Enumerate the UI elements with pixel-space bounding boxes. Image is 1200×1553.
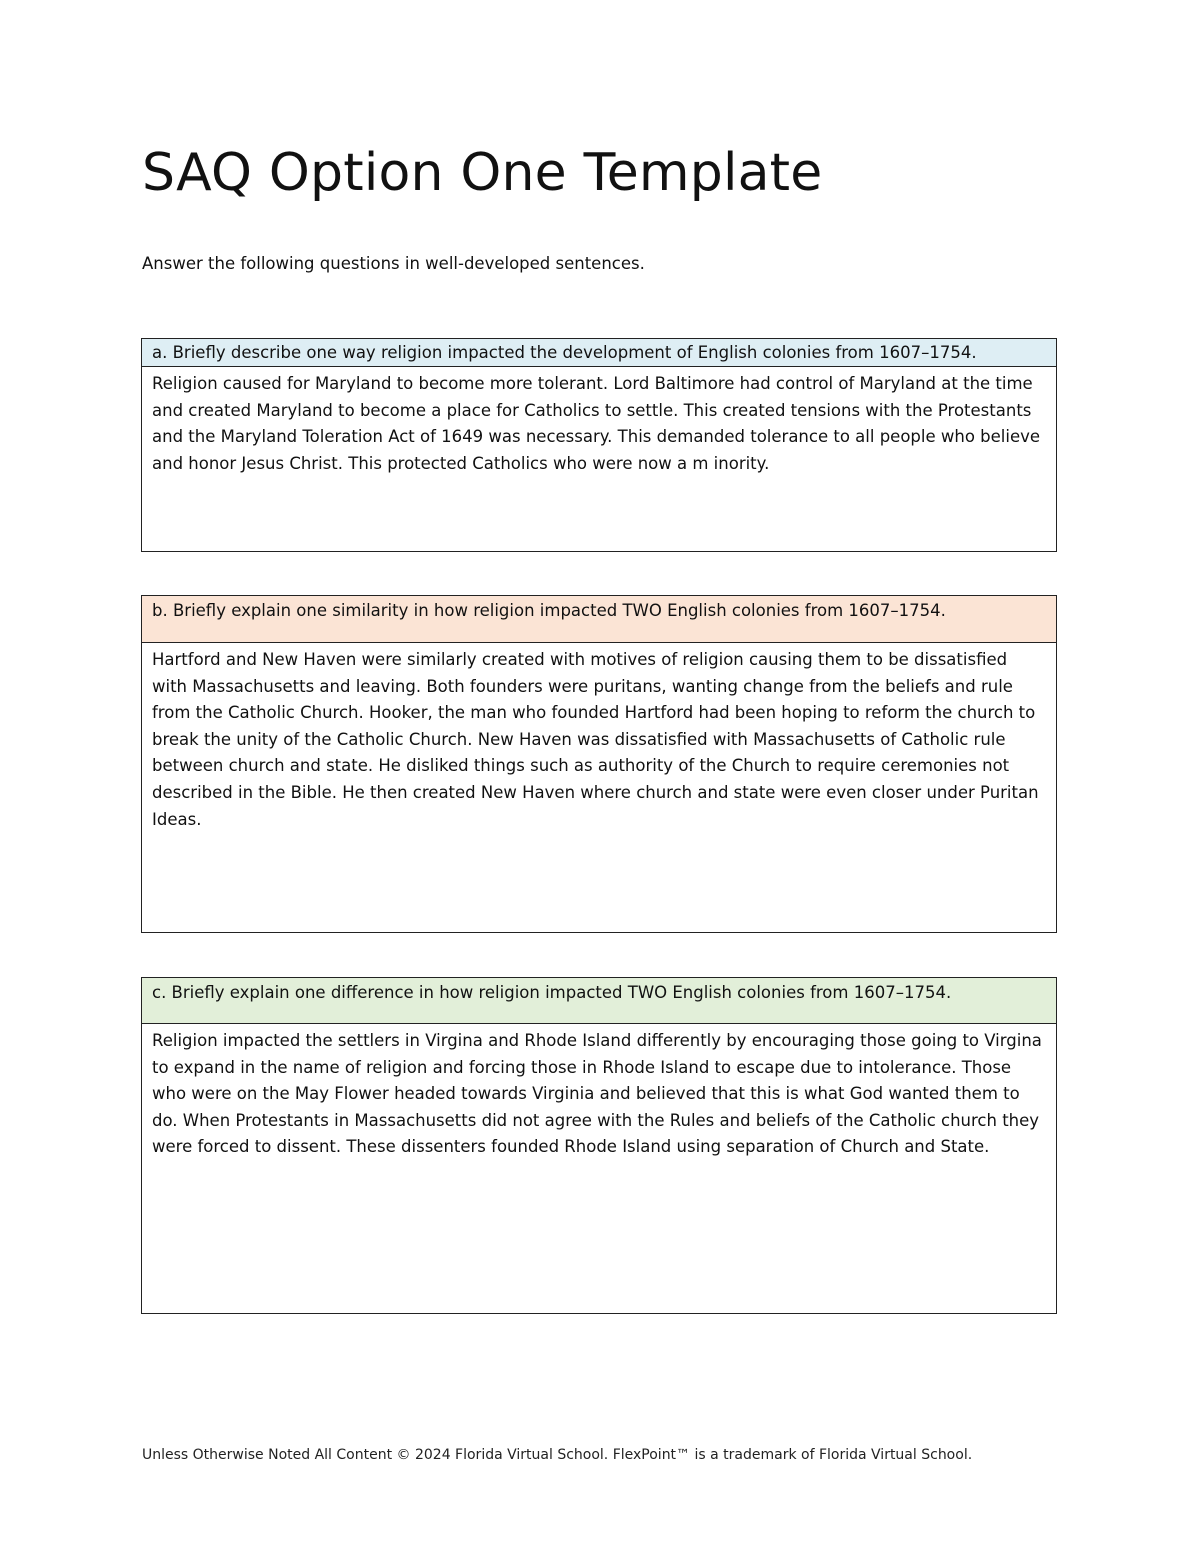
question-prompt-a: a. Briefly describe one way religion impacted the development of English colonies from 1607–1754. — [142, 339, 1056, 367]
question-prompt-c: c. Briefly explain one difference in how religion impacted TWO English colonies from 1607–1754. — [142, 978, 1056, 1024]
answer-field-a[interactable]: Religion caused for Maryland to become more tolerant. Lord Baltimore had control of Maryland at the time and created Maryland to become a place for Catholics to settle. This created tensions with the Protestants and the Maryland Toleration Act of 1649 was necessary. This demanded tolerance to all people who believe and honor Jesus Christ. This protected Catholics who were now a m inority. — [152, 374, 1041, 473]
question-box-c — [141, 977, 1057, 1314]
instructions-text: Answer the following questions in well-developed sentences. — [142, 254, 645, 273]
answer-field-b[interactable]: Hartford and New Haven were similarly created with motives of religion causing them to be dissatisfied with Massachusetts and leaving. Both founders were puritans, wanting change from the beliefs and rule from the Catholic Church. Hooker, the man who founded Hartford had been hoping to reform the church to break the unity of the Catholic Church. New Haven was dissatisfied with Massachusetts of Catholic rule between church and state. He disliked things such as authority of the Church to require ceremonies not described in the Bible. He then created New Haven where church and state were even closer under Puritan Ideas. — [152, 650, 1039, 829]
question-box-b — [141, 595, 1057, 933]
answer-field-c[interactable]: Religion impacted the settlers in Virgina and Rhode Island differently by encouraging those going to Virgina to expand in the name of religion and forcing those in Rhode Island to escape due to intolerance. Those who were on the May Flower headed towards Virginia and believed that this is what God wanted them to do. When Protestants in Massachusetts did not agree with the Rules and beliefs of the Catholic church they were forced to dissent. These dissenters founded Rhode Island using separation of Church and State. — [152, 1031, 1042, 1157]
question-prompt-b: b. Briefly explain one similarity in how religion impacted TWO English colonies from 1607–1754. — [142, 596, 1056, 643]
copyright-footer: Unless Otherwise Noted All Content © 2024 Florida Virtual School. FlexPoint™ is a trademark of Florida Virtual School. — [142, 1447, 973, 1463]
question-box-a — [141, 338, 1057, 552]
page-title: SAQ Option One Template — [142, 143, 823, 203]
